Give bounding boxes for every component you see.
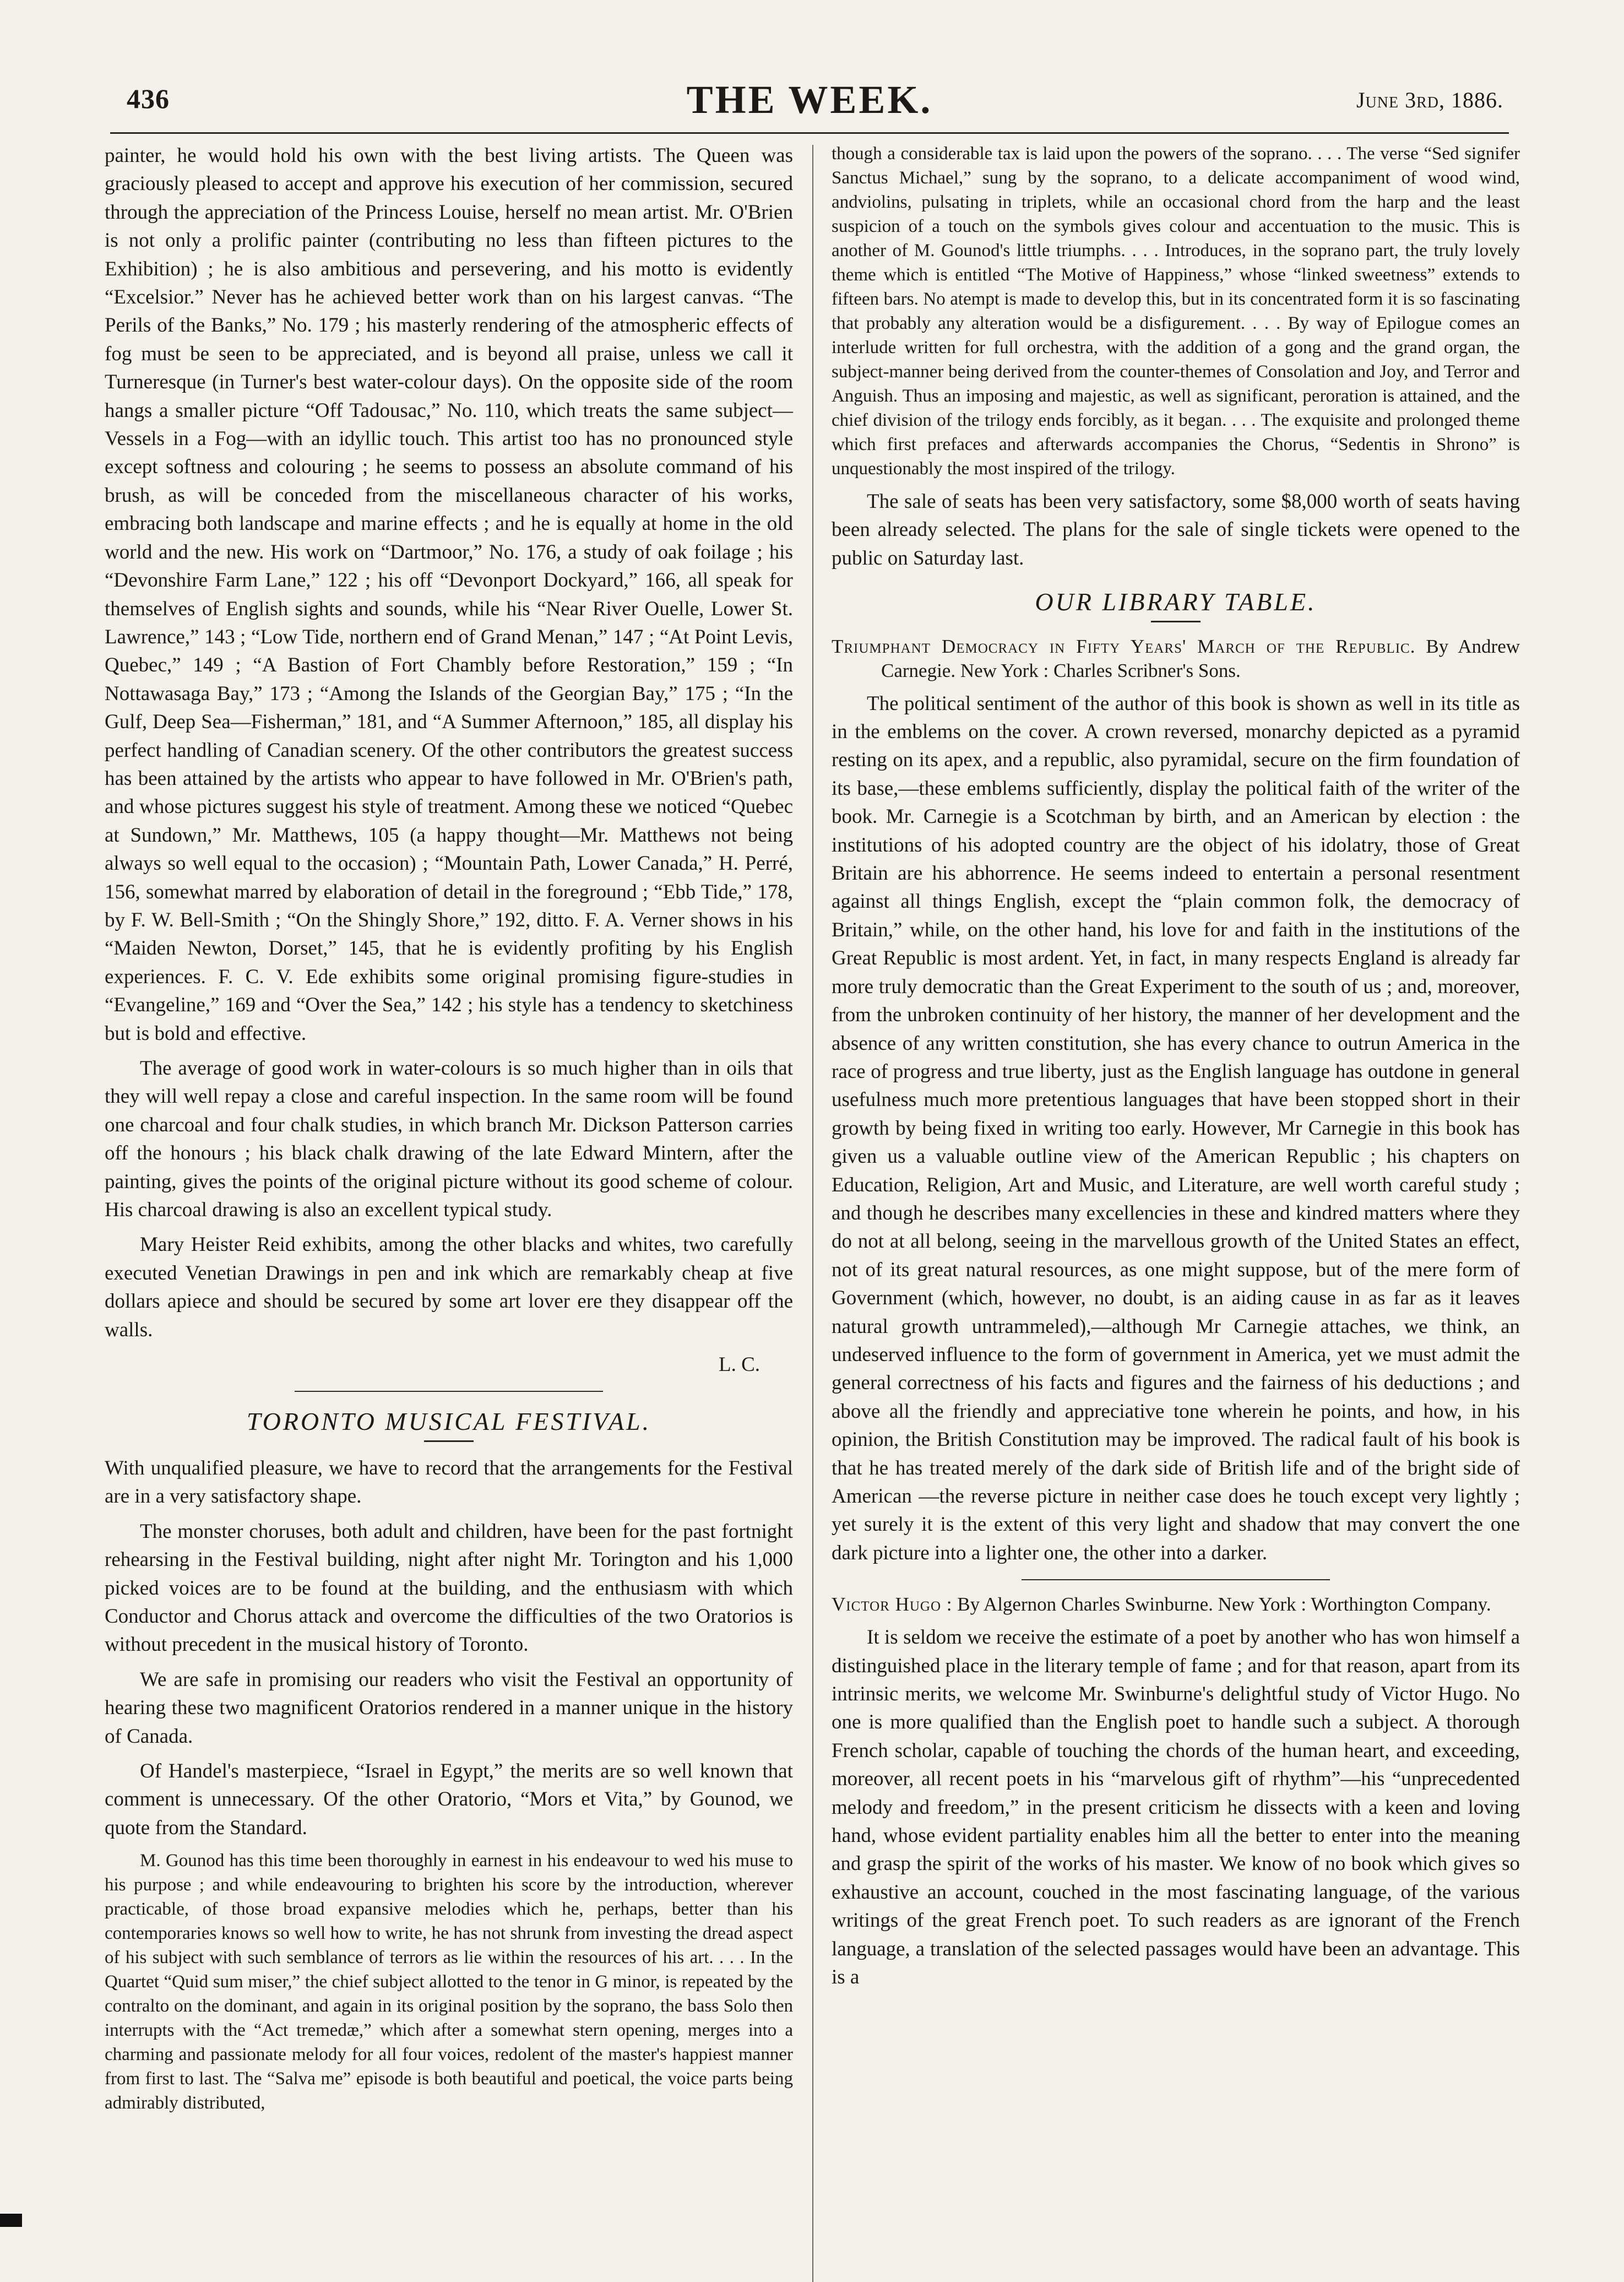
newspaper-page: [105, 66, 1520, 2247]
page-number: 436: [127, 83, 170, 114]
section-separator: [1022, 1579, 1330, 1580]
book-byline: By Andrew Carnegie. New York : Charles Scribner's Sons.: [881, 635, 1520, 681]
library-heading: OUR LIBRARY TABLE.: [1035, 588, 1317, 616]
section-separator: [295, 1391, 603, 1392]
header-rule: [110, 132, 1509, 134]
book-title: Triumphant Democracy in Fifty Years' March of the Republic.: [832, 635, 1416, 657]
heading-rule: [424, 1440, 474, 1442]
quoted-review-continued: though a considerable tax is laid upon the powers of the soprano. . . . The verse “Sed signifer Sanctus Michael,” sung by the soprano, to a delicate accompaniment of wood wind, andviolins, pulsating in triplets, while an occasional chord from the harp and the least suspicion of a touch on the symbols gives colour and accentuation to the music. This is another of M. Gounod's little triumphs. . . . Introduces, in the soprano part, the truly lovely theme which is entitled “The Motive of Happiness,” whose “linked sweetness” extends to fifteen bars. No atempt is made to develop this, but in its concentrated form it is so fascinating that probably any alteration would be a disfigurement. . . . By way of Epilogue comes an interlude written for full orchestra, with the addition of a gong and the grand organ, the subject-manner being derived from the counter-themes of Consolation and Joy, and Terror and Anguish. Thus an imposing and majestic, as well as significant, peroration is attained, and the chief division of the trilogy ends forcibly, as it began. . . . The exquisite and prolonged theme which first prefaces and afterwards accompanies the Chorus, “Sedentis in Shrono” is unquestionably the most inspired of the trilogy.: [832, 144, 1520, 479]
festival-heading: TORONTO MUSICAL FESTIVAL.: [246, 1407, 651, 1436]
newspaper-title: THE WEEK.: [686, 78, 933, 122]
scan-edge-mark: [0, 2214, 22, 2227]
book-heading: [832, 1592, 1520, 1617]
book-review-paragraph: The political sentiment of the author of this book is shown as well in its title as in the emblems on the cover. A crown reversed, monarchy depicted as a pyramid resting on its apex, and a republic, also pyramidal, secure on the firm foundation of its base,—these emblems sufficiently, display the political faith of the writer of the book. Mr. Carnegie is a Scotchman by birth, and an American by election : the institutions of his adopted country are the object of his idolatry, those of Great Britain are his abhorrence. He seems indeed to entertain a personal resentment against all things English, except the “plain common folk, the democracy of Britain,” while, on the other hand, his love for and faith in the institutions of the Great Republic is most ardent. Yet, in fact, in many respects England is already far more truly democratic than the Great Experiment to the south of us ; and, moreover, from the unbroken continuity of her history, the manner of her development and the absence of any written constitution, she has every chance to outrun America in the race of progress and true liberty, just as the English language has outdone in general usefulness much more pretentious languages that have been stopped short in their growth by being fixed in writing too early. However, Mr Carnegie in this book has given us a valuable outline view of the American Republic ; his chapters on Education, Religion, Art and Music, and Literature, are well worth careful study ; and though he describes many excellencies in these and kindred matters where they do not at all belong, seeing in the marvellous growth of the United States an effect, not of its great natural resources, as one might suppose, but of the mere form of Government (which, however, no doubt, is an aiding cause in as far as it leaves natural growth untrammeled),—although Mr Carnegie attaches, we think, an undeserved influence to the form of government in America, yet we must admit the general correctness of his facts and figures and the fairness of his deductions ; and above all the friendly and appreciative tone wherein he points, and how, in his opinion, the British Constitution may be improved. The radical fault of his book is that he has treated merely of the dark side of British life and of the bright side of American —the reverse picture in neither case does he touch except very lightly ; yet surely it is the extent of this very light and shadow that may convert the one dark picture into a lighter one, the other into a darker.: [832, 692, 1520, 1564]
column-divider: [812, 145, 813, 2282]
art-paragraph: painter, he would hold his own with the best living artists. The Queen was graciously pleased to accept and approve his execution of her commission, secured through the appreciation of the Princess Louise, herself no mean artist. Mr. O'Brien is not only a prolific painter (contributing no less than fifteen pictures to the Exhibition) ; he is also ambitious and persevering, and his motto is evidently “Excelsior.” Never has he achieved better work than on his largest canvas. “The Perils of the Banks,” No. 179 ; his masterly rendering of the atmospheric effects of fog must be seen to be appreciated, and is beyond all praise, unless we call it Turneresque (in Turner's best water-colour days). On the opposite side of the room hangs a smaller picture “Off Tadousac,” No. 110, which treats the same subject—Vessels in a Fog—with an idyllic touch. This artist too has no pronounced style except softness and colouring ; he seems to possess an absolute command of his brush, as will be conceded from the miscellaneous character of his works, embracing both landscape and marine effects ; and he is equally at home in the old world and the new. His work on “Dartmoor,” No. 176, a study of oak foilage ; his “Devonshire Farm Lane,” 122 ; his off “Devonport Dockyard,” 166, all speak for themselves of English sights and sounds, while his “Near River Ouelle, Lower St. Lawrence,” 143 ; “Low Tide, northern end of Grand Menan,” 147 ; “At Point Levis, Quebec,” 149 ; “A Bastion of Fort Chambly before Restoration,” 159 ; “In Nottawasaga Bay,” 173 ; “Among the Islands of the Georgian Bay,” 175 ; “In the Gulf, Deep Sea—Fisherman,” 181, and “A Summer Afternoon,” 185, all display his perfect handling of Canadian scenery. Of the other contributors the greatest success has been attained by the artists who appear to have followed in Mr. O'Brien's path, and whose pictures suggest his style of treatment. Among these we noticed “Quebec at Sundown,” Mr. Matthews, 105 (a happy thought—Mr. Matthews not being always so well equal to the occasion) ; “Mountain Path, Lower Canada,” H. Perré, 156, somewhat marred by elaboration of detail in the foreground ; “Ebb Tide,” 178, by F. W. Bell-Smith ; “On the Shingly Shore,” 192, ditto. F. A. Verner shows in his “Maiden Newton, Dorset,” 145, that he is evidently profiting by his English experiences. F. C. V. Ede exhibits some original promising figure-studies in “Evangeline,” 169 and “Over the Sea,” 142 ; his style has a tendency to sketchiness but is bold and effective.: [105, 144, 793, 1045]
book-review-paragraph: It is seldom we receive the estimate of a poet by another who has won himself a distinguished place in the literary temple of fame ; and for that reason, apart from its intrinsic merits, we welcome Mr. Swinburne's delightful study of Victor Hugo. No one is more qualified than the English poet to handle such a subject. A thorough French scholar, capable of touching the chords of the human heart, and exceeding, moreover, all recent poets in his “marvelous gift of rhythm”—his “unprecedented melody and freedom,” in the present criticism he dissects with a keen and loving hand, whose evident partiality enables him all the better to enter into the meaning and grasp the spirit of the works of his master. We know of no book which gives so exhaustive an account, couched in the most fascinating language, of the various writings of the great French poet. To such readers as are ignorant of the French language, a translation of the selected passages would have been an advantage. This is a: [832, 1626, 1520, 1989]
festival-paragraph: Of Handel's masterpiece, “Israel in Egypt,” the merits are so well known that comment is unnecessary. Of the other Oratorio, “Mors et Vita,” by Gounod, we quote from the Standard.: [105, 1759, 793, 1839]
seats-paragraph: The sale of seats has been very satisfactory, some $8,000 worth of seats having been already selected. The plans for the sale of single tickets were opened to the public on Saturday last.: [832, 490, 1520, 570]
book-heading: [832, 635, 1520, 683]
festival-paragraph: The monster choruses, both adult and children, have been for the past fortnight rehearsing in the Festival building, night after night Mr. Torington and his 1,000 picked voices are to be found at the building, and the enthusiasm with which Conductor and Chorus attack and overcome the difficulties of the two Oratorios is without precedent in the musical history of Toronto.: [105, 1520, 793, 1656]
issue-date: June 3rd, 1886.: [1356, 88, 1503, 112]
author-signature: L. C.: [718, 1353, 760, 1376]
festival-paragraph: With unqualified pleasure, we have to record that the arrangements for the Festival are in a very satisfactory shape.: [105, 1456, 793, 1508]
art-paragraph: Mary Heister Reid exhibits, among the other blacks and whites, two carefully executed Venetian Drawings in pen and ink which are remarkably cheap at five dollars apiece and should be secured by some art lover ere they disappear off the walls.: [105, 1233, 793, 1341]
left-column: [105, 142, 793, 2122]
art-paragraph: The average of good work in water-colours is so much higher than in oils that they will well repay a close and careful inspection. In the same room will be found one charcoal and four chalk studies, in which branch Mr. Dickson Patterson carries off the honours ; his black chalk drawing of the late Edward Mintern, after the painting, gives the points of the original picture without its good scheme of colour. His charcoal drawing is also an excellent typical study.: [105, 1057, 793, 1222]
quoted-review: M. Gounod has this time been thoroughly in earnest in his endeavour to wed his muse to his purpose ; and while endeavouring to brighten his score by the introduction, wherever practicable, of those broad expansive melodies which he, perhaps, better than his contemporaries knows so well how to write, he has not shrunk from investing the dread aspect of his subject with such semblance of terrors as lie within the resources of his art. . . . In the Quartet “Quid sum miser,” the chief subject allotted to the tenor in G minor, is repeated by the contralto on the dominant, and again in its original position by the soprano, the bass Solo then interrupts with the “Act tremedæ,” which after a somewhat stern opening, merges into a charming and passionate melody for all four voices, redolent of the master's happiest manner from first to last. The “Salva me” episode is both beautiful and poetical, the voice parts being admirably distributed,: [105, 1851, 793, 2113]
book-title: Victor Hugo :: [832, 1593, 953, 1616]
heading-rule: [1151, 621, 1201, 622]
book-byline: By Algernon Charles Swinburne. New York : Worthington Company.: [957, 1593, 1491, 1616]
right-column: [832, 142, 1520, 1998]
masthead: [105, 66, 1514, 132]
festival-paragraph: We are safe in promising our readers who visit the Festival an opportunity of hearing these two magnificent Oratorios rendered in a manner unique in the history of Canada.: [105, 1668, 793, 1748]
